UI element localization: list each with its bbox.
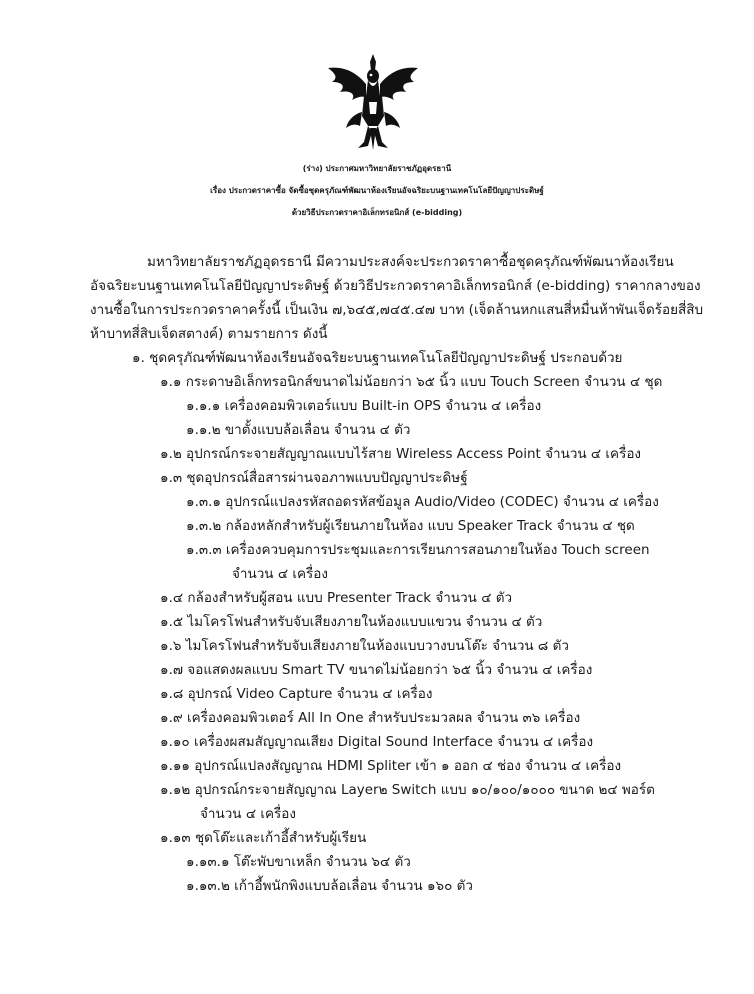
list-item: ๑.๑๓ ชุดโต๊ะและเก้าอี้สำหรับผู้เรียน xyxy=(160,830,367,846)
announcement-method: ด้วยวิธีประกวดราคาอิเล็กทรอนิกส์ (e-bidding) xyxy=(291,208,463,217)
announcement-subject: เรื่อง ประกวดราคาซื้อ จัดซื้อชุดครุภัณฑ์พัฒนาห้องเรียนอัจฉริยะบนฐานเทคโนโลยีปัญญาประดิษฐ์ xyxy=(210,186,544,195)
list-item-continuation: จำนวน ๔ เครื่อง xyxy=(200,806,296,822)
list-item: ๑.๑๐ เครื่องผสมสัญญาณเสียง Digital Sound Interface จำนวน ๔ เครื่อง xyxy=(160,734,594,750)
list-item: ๑.๒ อุปกรณ์กระจายสัญญาณแบบไร้สาย Wireless Access Point จำนวน ๔ เครื่อง xyxy=(160,446,642,462)
list-item: ๑.๑๓.๒ เก้าอี้พนักพิงแบบล้อเลื่อน จำนวน ๑๖๐ ตัว xyxy=(186,878,473,894)
garuda-emblem-icon xyxy=(318,52,428,152)
list-item: ๑.๑๑ อุปกรณ์แปลงสัญญาณ HDMI Spliter เข้า ๑ ออก ๔ ช่อง จำนวน ๔ เครื่อง xyxy=(160,758,622,774)
list-item: ๑.๑ กระดาษอิเล็กทรอนิกส์ขนาดไม่น้อยกว่า ๖๕ นิ้ว แบบ Touch Screen จำนวน ๔ ชุด xyxy=(160,374,663,390)
paragraph-line: งานซื้อในการประกวดราคาครั้งนี้ เป็นเงิน ๗,๖๔๕,๗๔๕.๔๗ บาท (เจ็ดล้านหกแสนสี่หมื่นห้าพันเจ็ดร้อยสี่สิบ xyxy=(90,302,704,318)
list-item-continuation: จำนวน ๔ เครื่อง xyxy=(232,566,328,582)
paragraph-line: ห้าบาทสี่สิบเจ็ดสตางค์) ตามรายการ ดังนี้ xyxy=(90,326,328,342)
list-item: ๑.๓.๒ กล้องหลักสำหรับผู้เรียนภายในห้อง แบบ Speaker Track จำนวน ๔ ชุด xyxy=(186,518,635,534)
list-item: ๑.๕ ไมโครโฟนสำหรับจับเสียงภายในห้องแบบแขวน จำนวน ๔ ตัว xyxy=(160,614,543,630)
list-item: ๑.๓.๑ อุปกรณ์แปลงรหัสถอดรหัสข้อมูล Audio/Video (CODEC) จำนวน ๔ เครื่อง xyxy=(186,494,659,510)
list-item: ๑. ชุดครุภัณฑ์พัฒนาห้องเรียนอัจฉริยะบนฐานเทคโนโลยีปัญญาประดิษฐ์ ประกอบด้วย xyxy=(132,350,623,366)
announcement-title: (ร่าง) ประกาศมหาวิทยาลัยราชภัฏอุดรธานี xyxy=(302,164,452,173)
list-item: ๑.๑๓.๑ โต๊ะพับขาเหล็ก จำนวน ๖๔ ตัว xyxy=(186,854,411,870)
list-item: ๑.๗ จอแสดงผลแบบ Smart TV ขนาดไม่น้อยกว่า ๖๕ นิ้ว จำนวน ๔ เครื่อง xyxy=(160,662,593,678)
paragraph-line: มหาวิทยาลัยราชภัฏอุดรธานี มีความประสงค์จะประกวดราคาซื้อชุดครุภัณฑ์พัฒนาห้องเรียน xyxy=(147,254,674,270)
paragraph-line: อัจฉริยะบนฐานเทคโนโลยีปัญญาประดิษฐ์ ด้วยวิธีประกวดราคาอิเล็กทรอนิกส์ (e-bidding) ราคากลางของ xyxy=(90,278,701,294)
list-item: ๑.๙ เครื่องคอมพิวเตอร์ All In One สำหรับประมวลผล จำนวน ๓๖ เครื่อง xyxy=(160,710,581,726)
list-item: ๑.๘ อุปกรณ์ Video Capture จำนวน ๔ เครื่อง xyxy=(160,686,433,702)
list-item: ๑.๓.๓ เครื่องควบคุมการประชุมและการเรียนการสอนภายในห้อง Touch screen xyxy=(186,542,650,558)
list-item: ๑.๑.๒ ขาตั้งแบบล้อเลื่อน จำนวน ๔ ตัว xyxy=(186,422,411,438)
list-item: ๑.๓ ชุดอุปกรณ์สื่อสารผ่านจอภาพแบบปัญญาประดิษฐ์ xyxy=(160,470,468,486)
list-item: ๑.๔ กล้องสำหรับผู้สอน แบบ Presenter Track จำนวน ๔ ตัว xyxy=(160,590,513,606)
list-item: ๑.๑.๑ เครื่องคอมพิวเตอร์แบบ Built-in OPS จำนวน ๔ เครื่อง xyxy=(186,398,542,414)
list-item: ๑.๑๒ อุปกรณ์กระจายสัญญาณ Layer๒ Switch แบบ ๑๐/๑๐๐/๑๐๐๐ ขนาด ๒๔ พอร์ต xyxy=(160,782,655,798)
list-item: ๑.๖ ไมโครโฟนสำหรับจับเสียงภายในห้องแบบวางบนโต๊ะ จำนวน ๘ ตัว xyxy=(160,638,569,654)
